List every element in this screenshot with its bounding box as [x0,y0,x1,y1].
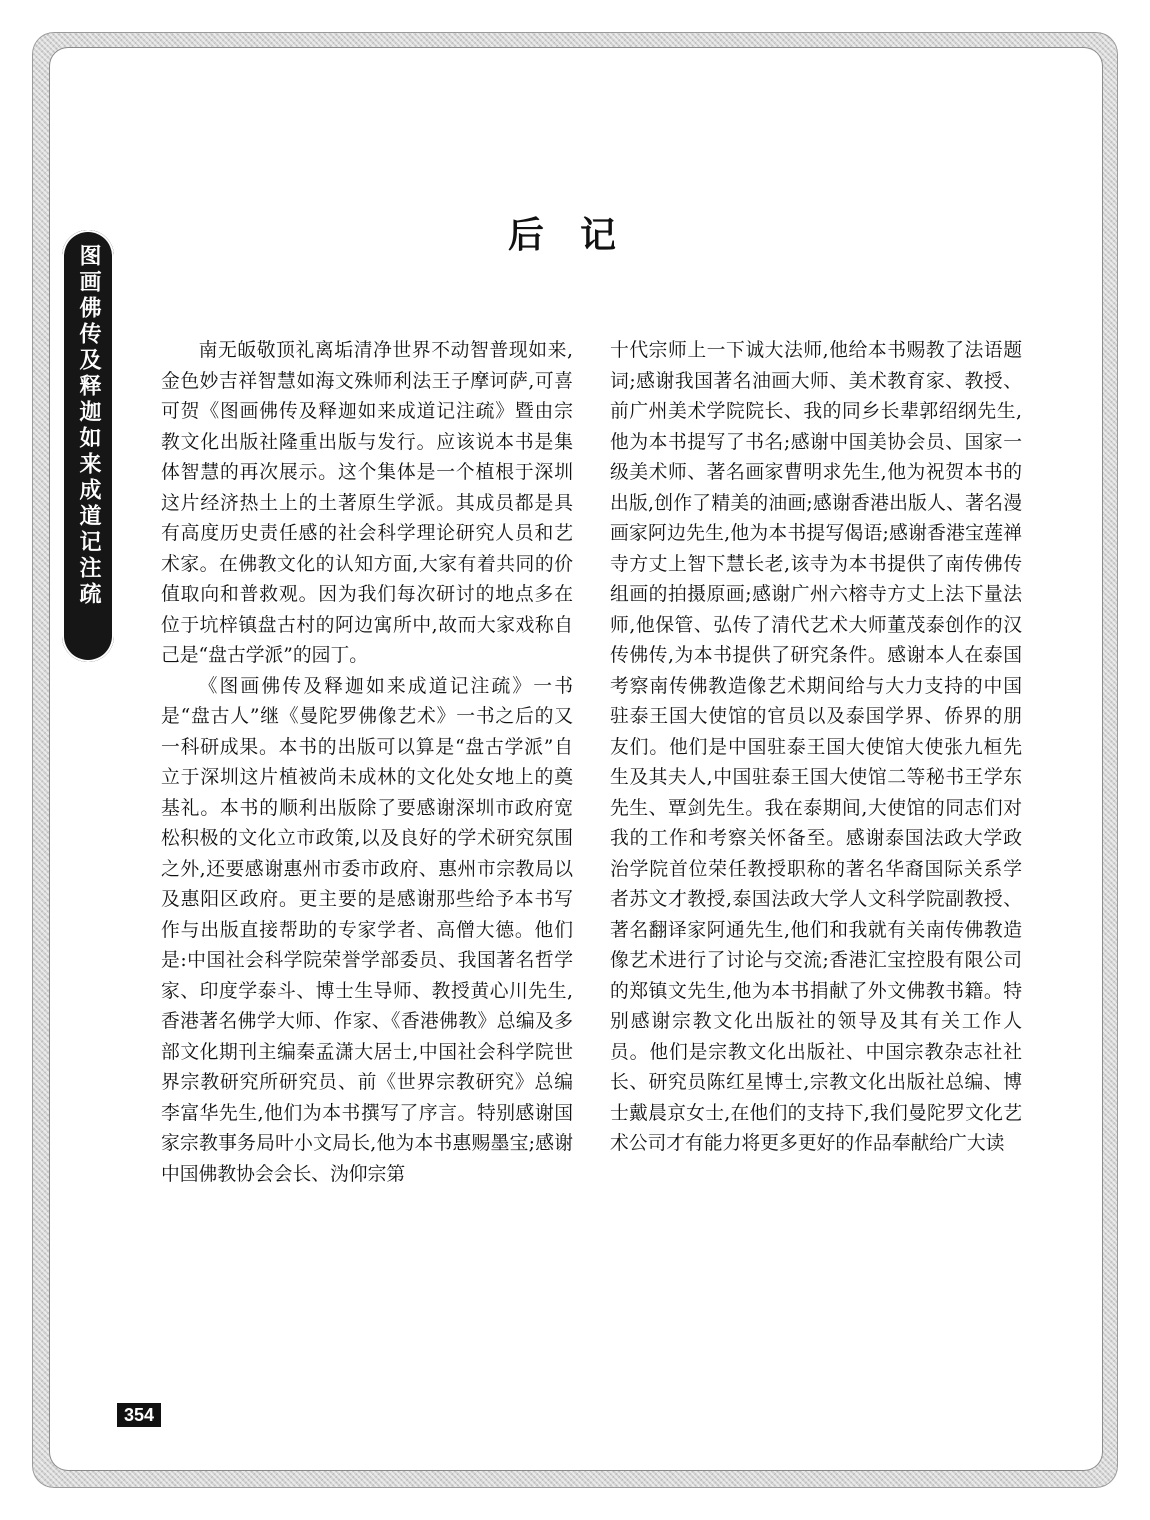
right-column [610,336,1022,1276]
paragraph: 南无皈敬顶礼离垢清净世界不动智普现如来,金色妙吉祥智慧如海文殊师利法王子摩诃萨,可喜可贺《图画佛传及释迦如来成道记注疏》暨由宗教文化出版社隆重出版与发行。应该说本书是集体智慧的再次展示。这个集体是一个植根于深圳这片经济热土上的土著原生学派。其成员都是具有高度历史责任感的社会科学理论研究人员和艺术家。在佛教文化的认知方面,大家有着共同的价值取向和普救观。因为我们每次研讨的地点多在位于坑梓镇盘古村的阿边寓所中,故而大家戏称自己是“盘古学派”的园丁。 [161,340,573,666]
page-heading: 后记 [507,215,652,256]
paragraph: 《图画佛传及释迦如来成道记注疏》一书是“盘古人”继《曼陀罗佛像艺术》一书之后的又一科研成果。本书的出版可以算是“盘古学派”自立于深圳这片植被尚未成林的文化处女地上的奠基礼。本书的顺利出版除了要感谢深圳市政府宽松积极的文化立市政策,以及良好的学术研究氛围之外,还要感谢惠州市委市政府、惠州市宗教局以及惠阳区政府。更主要的是感谢那些给予本书写作与出版直接帮助的专家学者、高僧大德。他们是:中国社会科学院荣誉学部委员、我国著名哲学家、印度学泰斗、博士生导师、教授黄心川先生,香港著名佛学大师、作家、《香港佛教》总编及多部文化期刊主编秦孟潇大居士,中国社会科学院世界宗教研究所研究员、前《世界宗教研究》总编李富华先生,他们为本书撰写了序言。特别感谢国家宗教事务局叶小文局长,他为本书惠赐墨宝;感谢中国佛教协会会长、沩仰宗第 [161,675,573,1185]
book-title-vertical: 图画佛传及释迦如来成道记注疏 [76,244,101,608]
paragraph-continued: 十代宗师上一下诚大法师,他给本书赐教了法语题词;感谢我国著名油画大师、美术教育家、教授、前广州美术学院院长、我的同乡长辈郭绍纲先生,他为本书提写了书名;感谢中国美协会员、国家一级美术师、著名画家曹明求先生,他为祝贺本书的出版,创作了精美的油画;感谢香港出版人、著名漫画家阿边先生,他为本书提写偈语;感谢香港宝莲禅寺方丈上智下慧长老,该寺为本书提供了南传佛传组画的拍摄原画;感谢广州六榕寺方丈上法下量法师,他保管、弘传了清代艺术大师董茂泰创作的汉传佛传,为本书提供了研究条件。感谢本人在泰国考察南传佛教造像艺术期间给与大力支持的中国驻泰王国大使馆的官员以及泰国学界、侨界的朋友们。他们是中国驻泰王国大使馆大使张九桓先生及其夫人,中国驻泰王国大使馆二等秘书王学东先生、覃剑先生。我在泰期间,大使馆的同志们对我的工作和考察关怀备至。感谢泰国法政大学政治学院首位荣任教授职称的著名华裔国际关系学者苏文才教授,泰国法政大学人文科学院副教授、著名翻译家阿通先生,他们和我就有关南传佛教造像艺术进行了讨论与交流;香港汇宝控股有限公司的郑镇文先生,他为本书捐献了外文佛教书籍。特别感谢宗教文化出版社的领导及其有关工作人员。他们是宗教文化出版社、中国宗教杂志社社长、研究员陈红星博士,宗教文化出版社总编、博士戴晨京女士,在他们的支持下,我们曼陀罗文化艺术公司才有能力将更多更好的作品奉献给广大读 [610,340,1022,1154]
page-number: 354 [117,1403,161,1427]
left-column [161,336,573,1276]
